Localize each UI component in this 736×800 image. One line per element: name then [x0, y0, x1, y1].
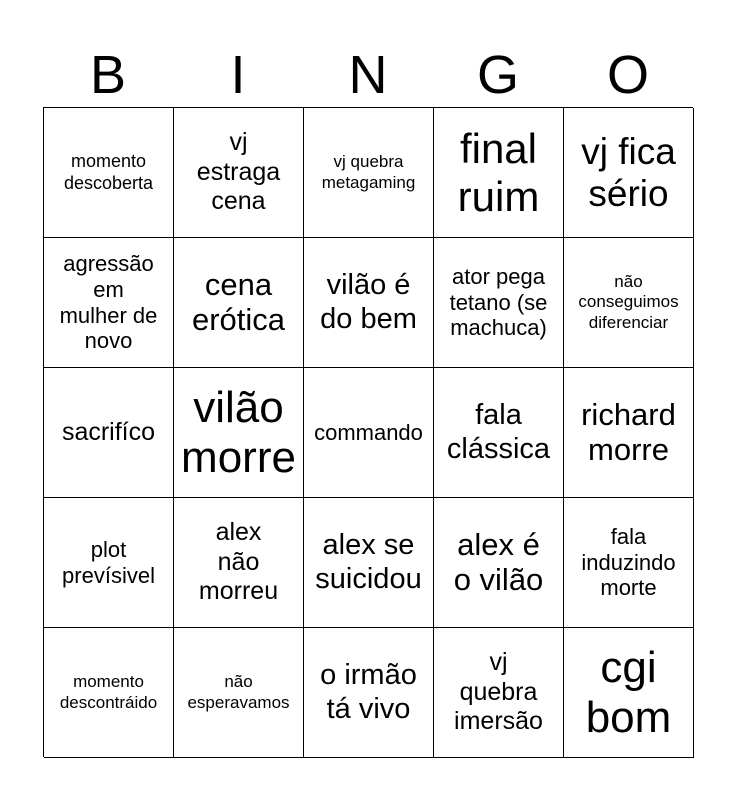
header-letter-b: B: [89, 45, 127, 105]
bingo-cell-r5-c3[interactable]: [304, 628, 434, 758]
bingo-cell-r4-c2[interactable]: [174, 498, 304, 628]
bingo-cell-text: cena erótica: [191, 266, 286, 337]
header-letter-n: N: [348, 45, 388, 105]
bingo-header: [43, 44, 693, 106]
bingo-cell-text: vj estraga cena: [196, 128, 281, 216]
bingo-cell-r1-c4[interactable]: [434, 108, 564, 238]
bingo-cell-text: fala clássica: [446, 399, 551, 465]
bingo-cell-text: não esperavamos: [187, 672, 290, 712]
bingo-cell-r2-c2[interactable]: [174, 238, 304, 368]
bingo-cell-text: momento descoberta: [63, 151, 154, 193]
bingo-cell-text: não conseguimos diferenciar: [578, 272, 679, 332]
bingo-cell-text: alex não morreu: [198, 518, 279, 606]
bingo-cell-text: plot prevísivel: [62, 536, 155, 588]
bingo-cell-r5-c2[interactable]: [174, 628, 304, 758]
bingo-cell-text: cgi bom: [585, 643, 672, 742]
bingo-cell-r5-c4[interactable]: [434, 628, 564, 758]
bingo-cell-text: richard morre: [581, 396, 676, 467]
bingo-cell-text: vj quebra metagaming: [321, 152, 416, 192]
bingo-grid: [43, 107, 693, 757]
bingo-cell-r1-c5[interactable]: [564, 108, 694, 238]
bingo-cell-text: momento descontráido: [59, 672, 158, 712]
header-letter-g: G: [476, 45, 519, 105]
bingo-cell-text: fala induzindo morte: [581, 523, 676, 601]
bingo-cell-text: ator pega tetano (se machuca): [449, 263, 548, 341]
bingo-cell-r3-c5[interactable]: [564, 368, 694, 498]
bingo-cell-text: agressão em mulher de novo: [59, 250, 158, 354]
bingo-cell-r1-c2[interactable]: [174, 108, 304, 238]
bingo-cell-r3-c4[interactable]: [434, 368, 564, 498]
bingo-cell-r1-c1[interactable]: [44, 108, 174, 238]
bingo-cell-r4-c4[interactable]: [434, 498, 564, 628]
bingo-cell-r2-c4[interactable]: [434, 238, 564, 368]
bingo-cell-text: final ruim: [457, 125, 540, 220]
bingo-cell-r3-c3[interactable]: [304, 368, 434, 498]
bingo-cell-r5-c5[interactable]: [564, 628, 694, 758]
header-letter-i: I: [230, 45, 246, 105]
bingo-cell-r3-c1[interactable]: [44, 368, 174, 498]
header-letter-o: O: [606, 45, 649, 105]
bingo-cell-text: commando: [314, 419, 423, 445]
bingo-cell-r2-c5[interactable]: [564, 238, 694, 368]
bingo-cell-r4-c3[interactable]: [304, 498, 434, 628]
bingo-cell-text: vilão é do bem: [320, 269, 417, 335]
bingo-cell-r1-c3[interactable]: [304, 108, 434, 238]
bingo-cell-text: vj fica sério: [581, 131, 676, 214]
bingo-cell-text: sacrifíco: [61, 417, 156, 446]
bingo-cell-r4-c1[interactable]: [44, 498, 174, 628]
bingo-cell-text: alex é o vilão: [453, 526, 544, 597]
bingo-cell-text: o irmão tá vivo: [320, 659, 417, 725]
bingo-cell-r2-c1[interactable]: [44, 238, 174, 368]
bingo-cell-text: vj quebra imersão: [454, 648, 543, 736]
bingo-cell-text: alex se suicidou: [315, 529, 422, 595]
bingo-cell-r2-c3[interactable]: [304, 238, 434, 368]
bingo-cell-text: vilão morre: [181, 383, 296, 482]
bingo-cell-r3-c2[interactable]: [174, 368, 304, 498]
bingo-cell-r4-c5[interactable]: [564, 498, 694, 628]
bingo-cell-r5-c1[interactable]: [44, 628, 174, 758]
